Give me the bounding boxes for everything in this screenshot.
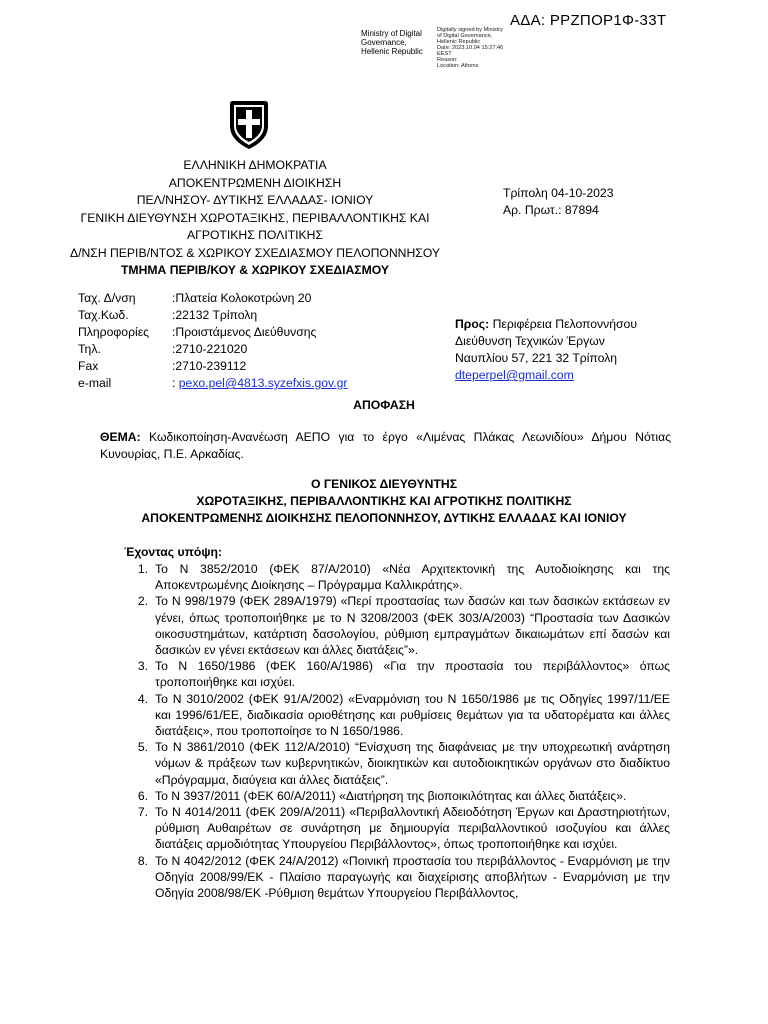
item-number: 3. bbox=[137, 659, 148, 674]
recipient-block bbox=[455, 316, 637, 384]
contact-value: :2710-221020 bbox=[172, 342, 248, 356]
date-block bbox=[503, 185, 613, 219]
item-text: Το Ν 4014/2011 (ΦΕΚ 209/Α/2011) «Περιβαλλοντική Αδειοδότηση Έργων και Δραστηριοτήτων, ρύθμιση Αυθαιρέτων σε συνάρτηση με δημιουργία περιβαλλοντικού ισοζυγίου και άλλες διατάξεις αρμοδιότητας Υπουργείου Περιβάλλοντος», όπως τροποποιήθηκε και ισχύει. bbox=[155, 805, 670, 852]
contact-key: e-mail bbox=[78, 376, 112, 390]
issuing-authority bbox=[0, 476, 768, 527]
subject-text: Κωδικοποίηση-Ανανέωση ΑΕΠΟ για το έργο «Λιμένας Πλάκας Λεωνιδίου» Δήμου Νότιας Κυνουρίας, Π.Ε. Αρκαδίας. bbox=[100, 430, 671, 461]
signature-detail-line: Reason: bbox=[437, 57, 458, 63]
signature-organization bbox=[361, 29, 423, 56]
contact-value: :Πλατεία Κολοκοτρώνη 20 bbox=[172, 291, 312, 305]
item-text: Το Ν 3010/2002 (ΦΕΚ 91/Α/2002) «Εναρμόνιση του Ν 1650/1986 με τις Οδηγίες 1997/11/ΕΕ και 1996/61/ΕΕ, διαδικασία οριοθέτησης και ρυθμίσεις θεμάτων για τα υδατορέματα και άλλες διατάξεις», που τροποποίησε το Ν 1650/1986. bbox=[155, 691, 670, 739]
contact-row bbox=[78, 307, 347, 324]
signature-org-line: Ministry of Digital bbox=[361, 29, 422, 38]
email-prefix: : bbox=[172, 376, 179, 390]
list-item bbox=[124, 658, 670, 690]
contact-key: Πληροφορίες bbox=[78, 325, 150, 339]
contact-value: :22132 Τρίπολη bbox=[172, 308, 258, 322]
item-text: Το Ν 998/1979 (ΦΕΚ 289Α/1979) «Περί προστασίας των δασών και των δασικών εκτάσεων εν γένει, όπως τροποποιήθηκε με το Ν 3208/2003 (ΦΕΚ 303/Α/2003) “Προστασία των Δασικών οικοσυστημάτων, κατάρτιση δασολογίου, ρύθμιση εμπραγμάτων δικαιωμάτων επί δασών και δασικών εν γένει εκτάσεων και άλλες διατάξεις”». bbox=[155, 594, 670, 658]
signature-org-line: Governance, bbox=[361, 38, 407, 47]
contact-row bbox=[78, 341, 347, 358]
decision-title: ΑΠΟΦΑΣΗ bbox=[353, 398, 415, 412]
signature-detail-line: of Digital Governance, bbox=[437, 33, 493, 39]
recipient-label: Προς: bbox=[455, 317, 490, 331]
list-item bbox=[124, 739, 670, 788]
contact-row bbox=[78, 324, 347, 341]
contact-key: Τηλ. bbox=[78, 342, 101, 356]
item-number: 4. bbox=[137, 691, 148, 706]
list-item bbox=[124, 691, 670, 740]
header-line: ΑΠΟΚΕΝΤΡΩΜΕΝΗ ΔΙΟΙΚΗΣΗ bbox=[168, 175, 342, 190]
document-date: Τρίπολη 04-10-2023 bbox=[503, 186, 614, 200]
authority-line: ΧΩΡΟΤΑΞΙΚΗΣ, ΠΕΡΙΒΑΛΛΟΝΤΙΚΗΣ ΚΑΙ ΑΓΡΟΤΙΚΗΣ ΠΟΛΙΤΙΚΗΣ bbox=[196, 494, 572, 508]
item-number: 5. bbox=[137, 740, 148, 755]
list-item bbox=[124, 853, 670, 902]
item-text: Το Ν 3937/2011 (ΦΕΚ 60/Α/2011) «Διατήρηση της βιοποικιλότητας και άλλες διατάξεις». bbox=[155, 788, 627, 803]
subject-paragraph bbox=[100, 429, 671, 463]
header-line: ΠΕΛ/ΝΗΣΟΥ- ΔΥΤΙΚΗΣ ΕΛΛΑΔΑΣ- ΙΟΝΙΟΥ bbox=[136, 193, 374, 207]
signature-detail-line: Hellenic Republic bbox=[437, 39, 481, 45]
item-text: Το Ν 4042/2012 (ΦΕΚ 24/Α/2012) «Ποινική προστασία του περιβάλλοντος - Εναρμόνιση με την Οδηγία 2008/99/ΕΚ - Πλαίσιο παραγωγής και διαχείρισης αποβλήτων - Εναρμόνιση με την Οδηγία 2008/98/ΕΚ -Ρύθμιση θεμάτων Υπουργείου Περιβάλλοντος, bbox=[155, 853, 670, 901]
contact-key: Fax bbox=[78, 359, 99, 373]
contact-row bbox=[78, 375, 347, 392]
considerations-list bbox=[124, 561, 670, 901]
signature-org-line: Hellenic Republic bbox=[361, 47, 423, 56]
recipient-email-link[interactable]: dteperpel@gmail.com bbox=[455, 368, 574, 382]
item-number: 7. bbox=[137, 805, 148, 820]
protocol-number: Αρ. Πρωτ.: 87894 bbox=[503, 203, 599, 217]
authority-line: ΑΠΟΚΕΝΤΡΩΜΕΝΗΣ ΔΙΟΙΚΗΣΗΣ ΠΕΛΟΠΟΝΝΗΣΟΥ, ΔΥΤΙΚΗΣ ΕΛΛΑΔΑΣ ΚΑΙ ΙΟΝΙΟΥ bbox=[141, 511, 627, 525]
authority-line: Ο ΓΕΝΙΚΟΣ ΔΙΕΥΘΥΝΤΗΣ bbox=[310, 477, 458, 491]
item-text: Το Ν 1650/1986 (ΦΕΚ 160/Α/1986) «Για την προστασία του περιβάλλοντος» όπως τροποποιήθηκε και ισχύει. bbox=[155, 659, 670, 690]
contact-details bbox=[78, 290, 347, 392]
list-item bbox=[124, 561, 670, 593]
contact-value: :2710-239112 bbox=[172, 359, 247, 373]
item-text: Το Ν 3861/2010 (ΦΕΚ 112/Α/2010) “Ενίσχυση της διαφάνειας με την υποχρεωτική ανάρτηση νόμων & πράξεων των κυβερνητικών, διοικητικών και αυτοδιοικητικών οργάνων στο διαδίκτυο «Πρόγραμμα, διαύγεια και άλλες διατάξεις”. bbox=[155, 740, 670, 787]
header-line: ΑΓΡΟΤΙΚΗΣ ΠΟΛΙΤΙΚΗΣ bbox=[186, 228, 323, 242]
recipient-line: Διεύθυνση Τεχνικών Έργων bbox=[455, 334, 605, 348]
list-item bbox=[124, 804, 670, 853]
item-number: 6. bbox=[137, 788, 148, 803]
list-item bbox=[124, 593, 670, 658]
ada-code: ΑΔΑ: ΡΡΖΠΟΡ1Φ-33Τ bbox=[510, 12, 667, 29]
item-number: 8. bbox=[137, 853, 148, 868]
item-text: Το Ν 3852/2010 (ΦΕΚ 87/Α/2010) «Νέα Αρχιτεκτονική της Αυτοδιοίκησης και της Αποκεντρωμένης Διοίκησης – Πρόγραμμα Καλλικράτης». bbox=[155, 562, 670, 593]
considering-heading: Έχοντας υπόψη: bbox=[124, 545, 223, 559]
item-number: 1. bbox=[137, 562, 148, 576]
contact-key: Ταχ. Δ/νση bbox=[78, 291, 136, 305]
header-line: ΕΛΛΗΝΙΚΗ ΔΗΜΟΚΡΑΤΙΑ bbox=[183, 158, 327, 172]
signature-detail-line: Date: 2023.10.04 15:27:46 bbox=[437, 45, 504, 51]
recipient-name: Περιφέρεια Πελοποννήσου bbox=[492, 317, 637, 331]
signature-detail-line: EEST bbox=[437, 51, 452, 57]
recipient-line bbox=[455, 316, 637, 333]
department-name: ΤΜΗΜΑ ΠΕΡΙΒ/ΚΟΥ & ΧΩΡΙΚΟΥ ΣΧΕΔΙΑΣΜΟΥ bbox=[120, 263, 390, 277]
contact-value: :Προιστάμενος Διεύθυνσης bbox=[172, 325, 317, 339]
header-line: ΓΕΝΙΚΗ ΔΙΕΥΘΥΝΣΗ ΧΩΡΟΤΑΞΙΚΗΣ, ΠΕΡΙΒΑΛΛΟΝΤΙΚΗΣ ΚΑΙ bbox=[80, 210, 430, 225]
list-item bbox=[124, 788, 670, 804]
signature-details bbox=[437, 27, 503, 69]
recipient-line: Ναυπλίου 57, 221 32 Τρίπολη bbox=[455, 351, 618, 365]
signature-detail-line: Digitally signed by Ministry bbox=[437, 27, 503, 33]
contact-row bbox=[78, 358, 347, 375]
coat-of-arms-icon bbox=[227, 100, 271, 150]
signature-detail-line: Location: Athens bbox=[437, 63, 479, 69]
sender-email-link[interactable]: pexo.pel@4813.syzefxis.gov.gr bbox=[178, 376, 348, 390]
subject-label: ΘΕΜΑ: bbox=[100, 430, 141, 444]
item-number: 2. bbox=[137, 594, 148, 609]
contact-row bbox=[78, 290, 347, 307]
authority-header bbox=[55, 157, 455, 280]
header-line: Δ/ΝΣΗ ΠΕΡΙΒ/ΝΤΟΣ & ΧΩΡΙΚΟΥ ΣΧΕΔΙΑΣΜΟΥ ΠΕΛΟΠΟΝΝΗΣΟΥ bbox=[69, 245, 441, 260]
contact-key: Ταχ.Κωδ. bbox=[78, 308, 129, 322]
